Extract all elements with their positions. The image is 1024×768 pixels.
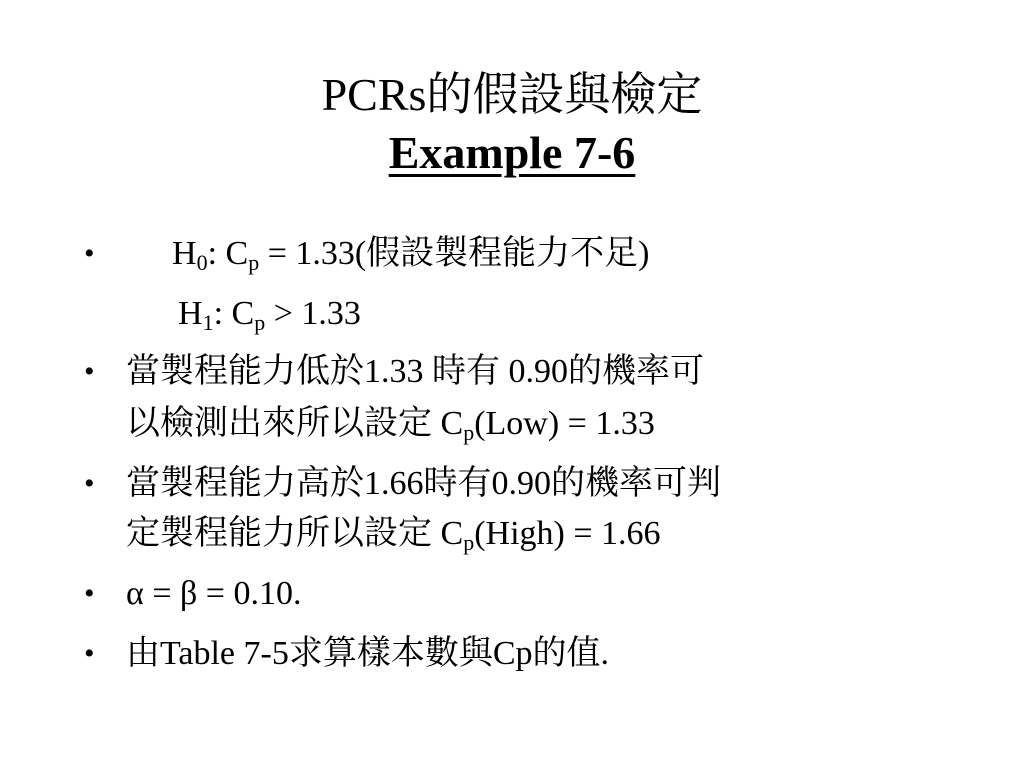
table-reference-line: 由Table 7-5求算樣本數與Cp的值.: [126, 635, 610, 672]
hypothesis-h1: $H_1$: $C_p > 1.33$: [178, 295, 361, 335]
title-line-2: Example 7-6: [388, 127, 636, 178]
bullet-dot: •: [84, 637, 95, 670]
low-capability-line-1: 當製程能力低於1.33 時有 0.90的機率可: [126, 353, 704, 390]
hypothesis-h0: $H_0$: $C_p = 1.33$(假設製程能力不足): [172, 235, 650, 275]
bullet-dot: •: [84, 237, 95, 270]
high-capability-line-1: 當製程能力高於1.66時有0.90的機率可判: [126, 465, 721, 502]
bullet-dot: •: [84, 467, 95, 500]
bullet-dot: •: [84, 355, 95, 388]
alpha-beta-line: α = β = 0.10.: [126, 575, 302, 612]
high-capability-line-2: 定製程能力所以設定 $C_p(High) = 1.66$: [126, 515, 661, 555]
title-line-1: PCRs的假設與檢定: [321, 69, 703, 120]
low-capability-line-2: 以檢測出來所以設定 $C_p(Low) = 1.33$: [126, 405, 655, 445]
bullet-dot: •: [84, 577, 95, 610]
